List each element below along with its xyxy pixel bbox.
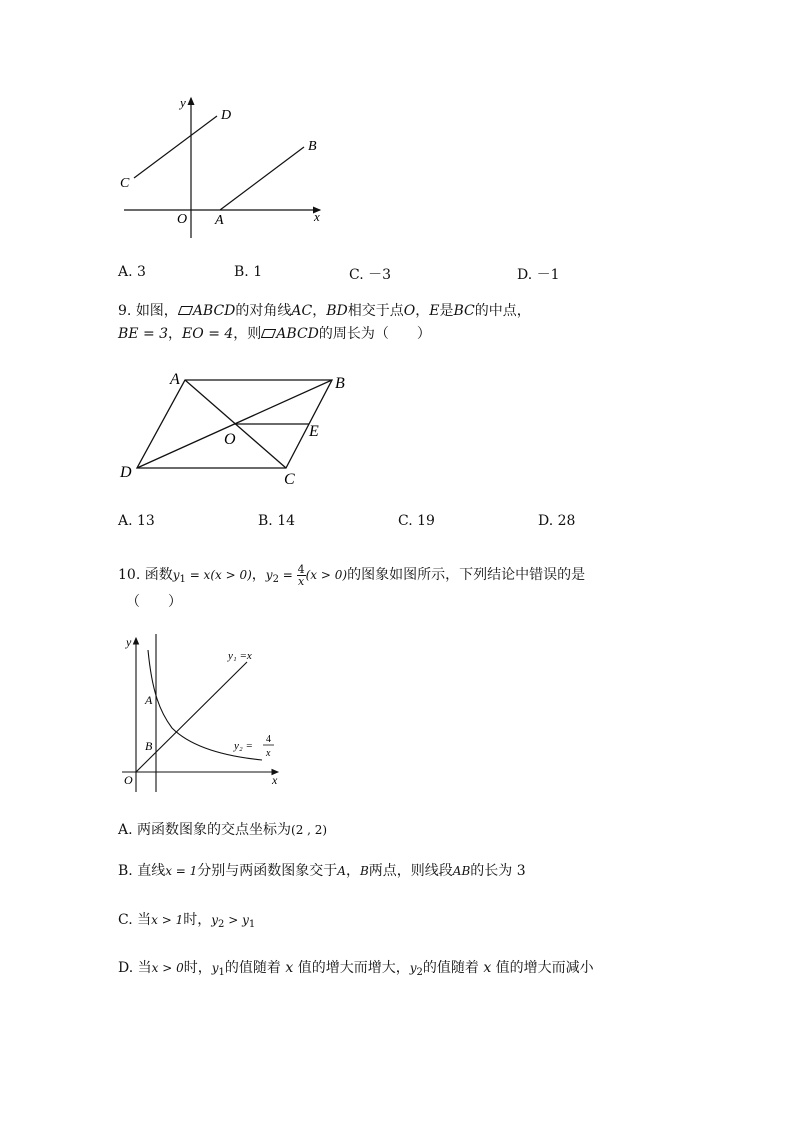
q8-figure xyxy=(110,90,340,250)
q10-option-c[interactable]: C. 当x > 1时，$y_2 > y_1$ xyxy=(118,912,256,930)
q9-option-a[interactable]: A. 13 xyxy=(118,513,155,529)
label-curve-num: 4 xyxy=(266,734,271,745)
label-x: x xyxy=(272,773,278,787)
q8-option-d[interactable]: D. －1 xyxy=(517,267,560,283)
label-o: O xyxy=(177,212,188,227)
label-d: D xyxy=(120,464,132,481)
label-c: C xyxy=(284,471,295,488)
q10-option-a[interactable]: A. 两函数图象的交点坐标为(2 , 2) xyxy=(118,822,328,838)
q9-stem-line2: BE = 3，EO = 4，则 ABCD的周长为（ ） xyxy=(118,326,431,342)
label-x: x xyxy=(314,209,320,224)
label-a: A xyxy=(215,213,224,228)
q10-answer-paren: （ ） xyxy=(126,594,182,610)
q8-option-c[interactable]: C. －3 xyxy=(349,267,392,283)
label-o: O xyxy=(124,773,133,787)
q10-figure xyxy=(112,632,292,792)
parallelogram-icon xyxy=(178,301,193,310)
q9-number: 9. xyxy=(118,303,132,319)
label-e: E xyxy=(309,423,319,440)
q10-option-d[interactable]: D. 当x > 0时，$y_1$的值随着 x 值的增大而增大，$y_2$的值随着 x 值的增大而减小 xyxy=(118,960,594,978)
label-line: y₁ =x xyxy=(228,650,252,662)
label-b: B xyxy=(145,739,153,753)
label-d: D xyxy=(221,108,232,123)
q8-option-a[interactable]: A. 3 xyxy=(118,264,146,280)
q9-figure xyxy=(112,362,362,492)
label-c: C xyxy=(120,176,130,191)
label-a: A xyxy=(170,371,180,388)
label-b: B xyxy=(308,139,317,154)
fraction-4-over-x: $\frac{4}{x}$ xyxy=(297,562,305,588)
parallelogram-icon xyxy=(261,324,276,333)
label-curve-den: x xyxy=(266,748,271,759)
q9-option-c[interactable]: C. 19 xyxy=(398,513,435,529)
q9-option-b[interactable]: B. 14 xyxy=(258,513,296,529)
label-y: y xyxy=(180,95,186,110)
label-b: B xyxy=(335,375,345,392)
label-o: O xyxy=(224,431,236,448)
q9-stem-line1: 9. 如图， ABCD的对角线AC，BD相交于点O，E是BC的中点， xyxy=(118,303,531,319)
q8-option-b[interactable]: B. 1 xyxy=(234,264,263,280)
q9-option-d[interactable]: D. 28 xyxy=(538,513,576,529)
q10-stem-line1: 10. 函数$y_1 = x(x > 0)$，$y_2$ = $\frac{4}{x}$ (x > 0)的图象如图所示，下列结论中错误的是 xyxy=(118,562,586,588)
segment-cd xyxy=(134,116,217,178)
segment-ab xyxy=(220,147,304,210)
label-a: A xyxy=(145,693,153,707)
q10-option-b[interactable]: B. 直线x = 1分别与两函数图象交于A，B两点，则线段AB的长为 3 xyxy=(118,863,526,879)
label-curve: y₂ = xyxy=(234,740,253,752)
label-y: y xyxy=(126,635,132,649)
q10-number: 10. xyxy=(118,567,141,583)
